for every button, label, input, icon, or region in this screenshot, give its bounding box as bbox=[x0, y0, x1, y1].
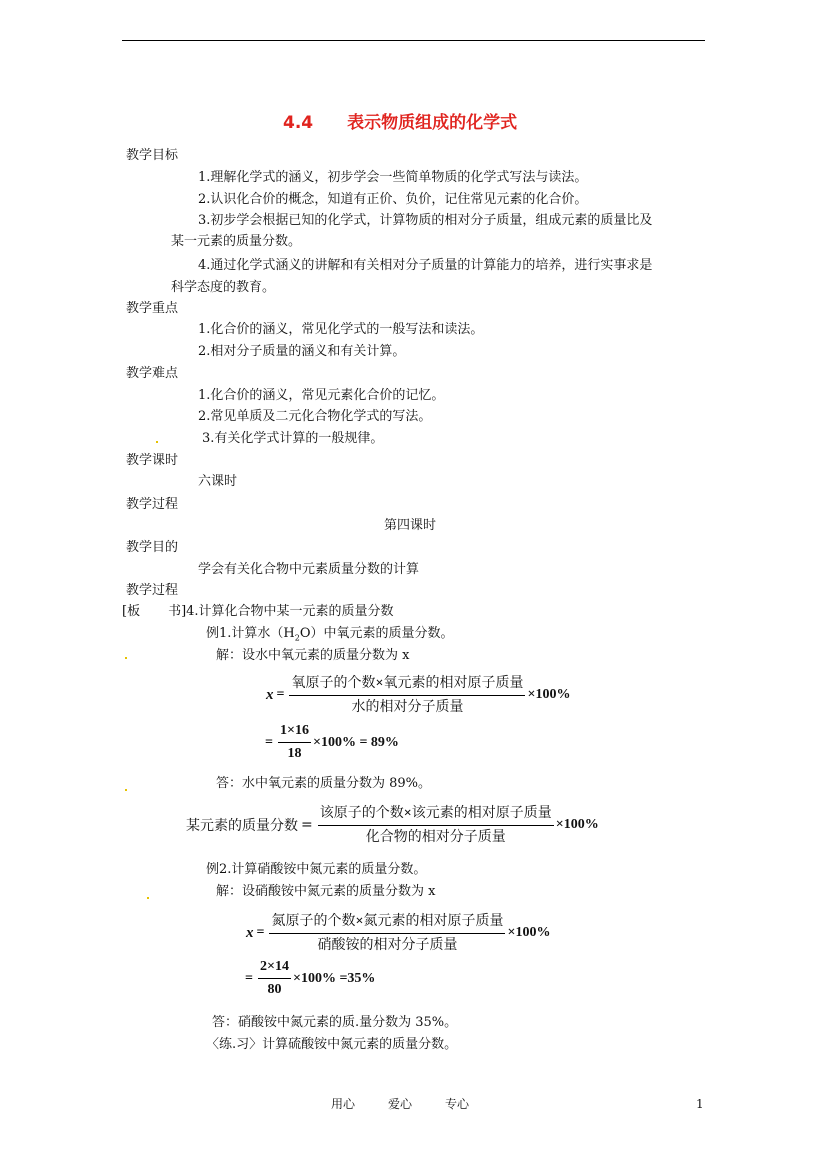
scan-dot bbox=[156, 441, 158, 443]
fraction: $\frac{1\times 16}{18}$ bbox=[279, 723, 309, 761]
difficulty-item: 3.有关化学式计算的一般规律。 bbox=[202, 431, 384, 446]
goal-item: 3.初步学会根据已知的化学式，计算物质的相对分子质量，组成元素的质量比及 bbox=[198, 213, 653, 228]
objective-value: 学会有关化合物中元素质量分数的计算 bbox=[198, 562, 420, 577]
process-heading-2: 教学过程 bbox=[126, 583, 179, 598]
fraction: $\frac{\text{氮原子的个数×氮元素的相对原子质量}}{\text{硝酸铵的相对分子质量}}$ bbox=[271, 913, 504, 953]
board-line bbox=[122, 604, 394, 620]
board-label-left: [板 bbox=[122, 604, 141, 619]
objective-heading: 教学目的 bbox=[126, 540, 179, 555]
header-rule bbox=[122, 40, 705, 41]
example1-question: 例1.计算水$(H_2O)$中氧元素的质量分数。 bbox=[206, 626, 454, 643]
title-text: 表示物质组成的化学式 bbox=[347, 113, 518, 133]
example1-answer: 答：水中氧元素的质量分数为 89%。 bbox=[216, 776, 432, 791]
process-heading: 教学过程 bbox=[126, 497, 179, 512]
section-number: 4.4 bbox=[283, 113, 314, 133]
footer-word: 专心 bbox=[445, 1097, 470, 1111]
fraction: $\frac{2\times 14}{80}$ bbox=[259, 959, 289, 997]
example1-calc: = $\frac{1\times 16}{18}$ ×100% = 89% bbox=[265, 723, 399, 761]
key-point-item: 2.相对分子质量的涵义和有关计算。 bbox=[198, 344, 406, 359]
fraction: $\frac{\text{该原子的个数×该元素的相对原子质量}}{\text{化合物的相对分子质量}}$ bbox=[319, 805, 552, 845]
scan-dot bbox=[147, 897, 149, 899]
board-label-right: 书] bbox=[168, 604, 187, 619]
hours-heading: 教学课时 bbox=[126, 453, 179, 468]
page-number: 1 bbox=[696, 1097, 704, 1111]
fraction: $\frac{\text{氧原子的个数×氧元素的相对原子质量}}{\text{水的相对分子质量}}$ bbox=[291, 675, 524, 715]
difficulty-item: 1.化合价的涵义，常见元素化合价的记忆。 bbox=[198, 388, 445, 403]
scan-dot bbox=[125, 789, 127, 791]
board-text: 4.计算化合物中某一元素的质量分数 bbox=[186, 604, 394, 619]
footer-word: 用心 bbox=[331, 1097, 356, 1111]
variable-x: x bbox=[266, 686, 274, 703]
hours-value: 六课时 bbox=[198, 474, 238, 489]
example2-calc: = $\frac{2\times 14}{80}$ ×100% =35% bbox=[245, 959, 376, 997]
example2-answer: 答：硝酸铵中氮元素的质.量分数为 35%。 bbox=[212, 1015, 458, 1030]
variable-x: x bbox=[246, 924, 254, 941]
footer-word: 爱心 bbox=[388, 1097, 413, 1111]
key-points-heading: 教学重点 bbox=[126, 301, 179, 316]
scan-dot bbox=[125, 657, 127, 659]
example1-solve: 解：设水中氧元素的质量分数为 x bbox=[216, 648, 410, 663]
difficulty-item: 2.常见单质及二元化合物化学式的写法。 bbox=[198, 409, 432, 424]
goal-item: 某一元素的质量分数。 bbox=[171, 234, 302, 249]
example2-solve: 解：设硝酸铵中氮元素的质量分数为 x bbox=[216, 884, 436, 899]
example2-formula: x = $\frac{\text{氮原子的个数×氮元素的相对原子质量}}{\text{硝酸铵的相对分子质量}}$ ×100% bbox=[246, 913, 551, 953]
goal-item: 1.理解化学式的涵义，初步学会一些简单物质的化学式写法与读法。 bbox=[198, 170, 588, 185]
goal-item: 4.通过化学式涵义的讲解和有关相对分子质量的计算能力的培养，进行实事求是 bbox=[198, 258, 653, 273]
example2-question: 例2.计算硝酸铵中氮元素的质量分数。 bbox=[206, 862, 427, 877]
key-point-item: 1.化合价的涵义，常见化学式的一般写法和读法。 bbox=[198, 322, 484, 337]
practice-line: 〈练.习〉计算硫酸铵中氮元素的质量分数。 bbox=[206, 1037, 458, 1052]
example1-formula: x = $\frac{\text{氧原子的个数×氧元素的相对原子质量}}{\text{水的相对分子质量}}$ ×100% bbox=[266, 675, 571, 715]
lesson-label: 第四课时 bbox=[384, 518, 437, 533]
goal-item: 2.认识化合价的概念，知道有正价、负价，记住常见元素的化合价。 bbox=[198, 192, 588, 207]
difficulties-heading: 教学难点 bbox=[126, 366, 179, 381]
page-title bbox=[283, 113, 517, 133]
general-formula: 某元素的质量分数 = $\frac{\text{该原子的个数×该元素的相对原子质量}}{\text{化合物的相对分子质量}}$ ×100% bbox=[186, 805, 599, 845]
goals-heading: 教学目标 bbox=[126, 148, 179, 163]
goal-item: 科学态度的教育。 bbox=[171, 280, 276, 295]
